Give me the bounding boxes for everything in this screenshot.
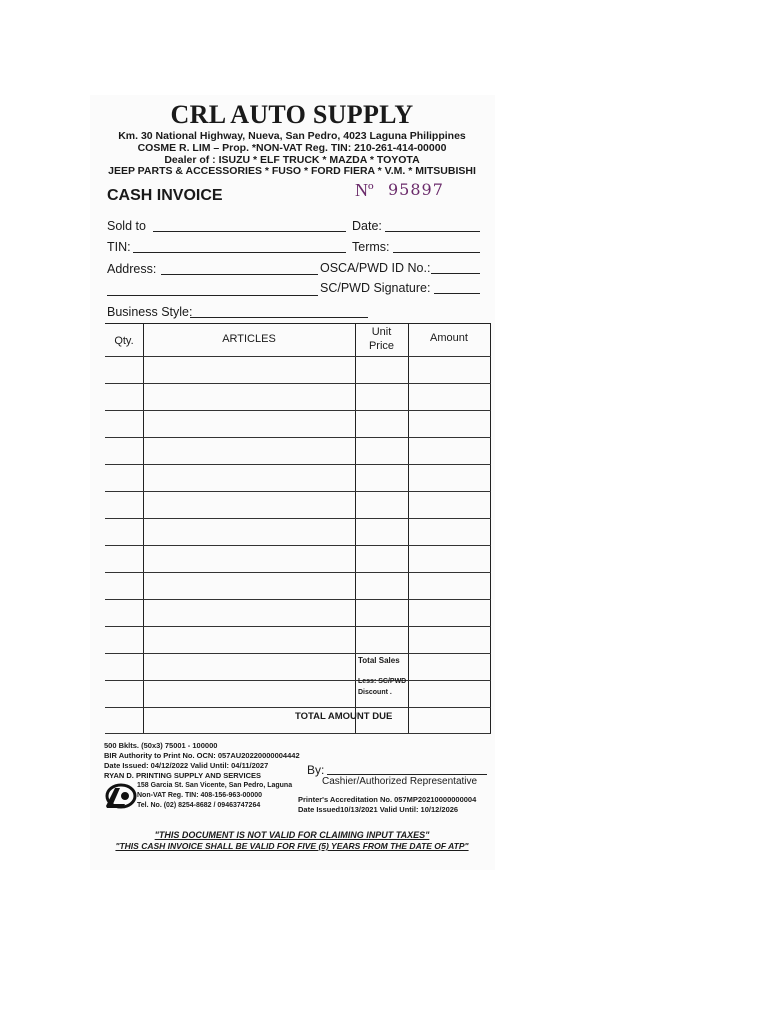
discount-label: Discount . (358, 689, 392, 696)
total-amount-due-label: TOTAL AMOUNT DUE (295, 711, 393, 722)
qty-header: Qty. (114, 335, 134, 347)
header-row-border (105, 356, 491, 357)
cashier-label: Cashier/Authorized Representative (322, 776, 478, 787)
date-line[interactable] (385, 231, 480, 232)
table-row (105, 626, 491, 627)
less-sc-pwd-label: Less: SC/PWD (358, 678, 407, 685)
col-divider-price (408, 324, 409, 734)
table-row (105, 518, 491, 519)
osca-label: OSCA/PWD ID No.: (320, 261, 431, 275)
table-bottom (105, 733, 491, 734)
printer-accreditation: Printer's Accreditation No. 057MP20210000000004 (298, 795, 477, 804)
tin-line[interactable] (133, 252, 346, 253)
osca-line[interactable] (431, 273, 480, 274)
table-row (105, 410, 491, 411)
table-row (105, 464, 491, 465)
table-row (105, 545, 491, 546)
by-label: By: (307, 763, 325, 777)
unit-price-header-2: Price (368, 340, 395, 352)
table-row (105, 572, 491, 573)
tin-label: TIN: (107, 240, 131, 254)
printer-name: RYAN D. PRINTING SUPPLY AND SERVICES (104, 771, 261, 780)
printer-logo-icon (103, 782, 137, 810)
address-line-2[interactable] (107, 295, 318, 296)
sold-to-label: Sold to (107, 219, 146, 233)
invoice-title: CASH INVOICE (107, 187, 223, 204)
bir-authority: BIR Authority to Print No. OCN: 057AU20220000004442 (104, 751, 300, 760)
disclaimer-input-taxes: "THIS DOCUMENT IS NOT VALID FOR CLAIMING INPUT TAXES" (154, 830, 430, 840)
table-row (105, 599, 491, 600)
address-label: Address: (107, 262, 157, 276)
accreditation-date: Date Issued10/13/2021 Valid Until: 10/12/2026 (298, 805, 459, 814)
amount-header: Amount (430, 332, 468, 344)
parts-line: JEEP PARTS & ACCESSORIES * FUSO * FORD FIERA * V.M. * MITSUBISHI (108, 165, 476, 177)
business-style-label: Business Style: (107, 305, 193, 319)
booklets-info: 500 Bklts. (50x3) 75001 - 100000 (104, 741, 218, 750)
invoice-number: 95897 (388, 180, 444, 199)
sc-signature-line[interactable] (434, 293, 480, 294)
terms-label: Terms: (352, 240, 390, 254)
table-row (105, 707, 491, 708)
printer-address: 158 Garcia St. San Vicente, San Pedro, Laguna (137, 782, 293, 789)
invoice-number-symbol: Nº (355, 180, 374, 200)
table-row (105, 383, 491, 384)
printer-tin: Non-VAT Reg. TIN: 408-156-963-00000 (137, 792, 263, 799)
address-line[interactable] (161, 274, 318, 275)
articles-table (105, 323, 491, 734)
terms-line[interactable] (393, 252, 480, 253)
company-name: CRL AUTO SUPPLY (170, 100, 414, 129)
col-divider-qty (143, 324, 144, 734)
sold-to-line[interactable] (153, 231, 346, 232)
disclaimer-validity: "THIS CASH INVOICE SHALL BE VALID FOR FIVE (5) YEARS FROM THE DATE OF ATP" (115, 841, 469, 851)
company-address: Km. 30 National Highway, Nueva, San Pedro, 4023 Laguna Philippines (118, 130, 466, 142)
date-issued: Date Issued: 04/12/2022 Valid Until: 04/11/2027 (104, 761, 269, 770)
table-row (105, 437, 491, 438)
col-divider-articles (355, 324, 356, 734)
printer-tel: Tel. No. (02) 8254-8682 / 09463747264 (137, 802, 261, 809)
col-divider-right (490, 324, 491, 734)
proprietor-line: COSME R. LIM – Prop. *NON-VAT Reg. TIN: 210-261-414-00000 (137, 142, 447, 154)
table-row (105, 653, 491, 654)
total-sales-label: Total Sales (358, 656, 400, 665)
table-row (105, 680, 491, 681)
articles-header: ARTICLES (222, 333, 276, 345)
dealer-line: Dealer of : ISUZU * ELF TRUCK * MAZDA * TOYOTA (164, 154, 420, 166)
date-label: Date: (352, 219, 382, 233)
business-style-line[interactable] (190, 317, 368, 318)
sc-signature-label: SC/PWD Signature: (320, 281, 431, 295)
signature-line[interactable] (327, 774, 487, 775)
table-row (105, 491, 491, 492)
unit-price-header-1: Unit (371, 326, 392, 338)
